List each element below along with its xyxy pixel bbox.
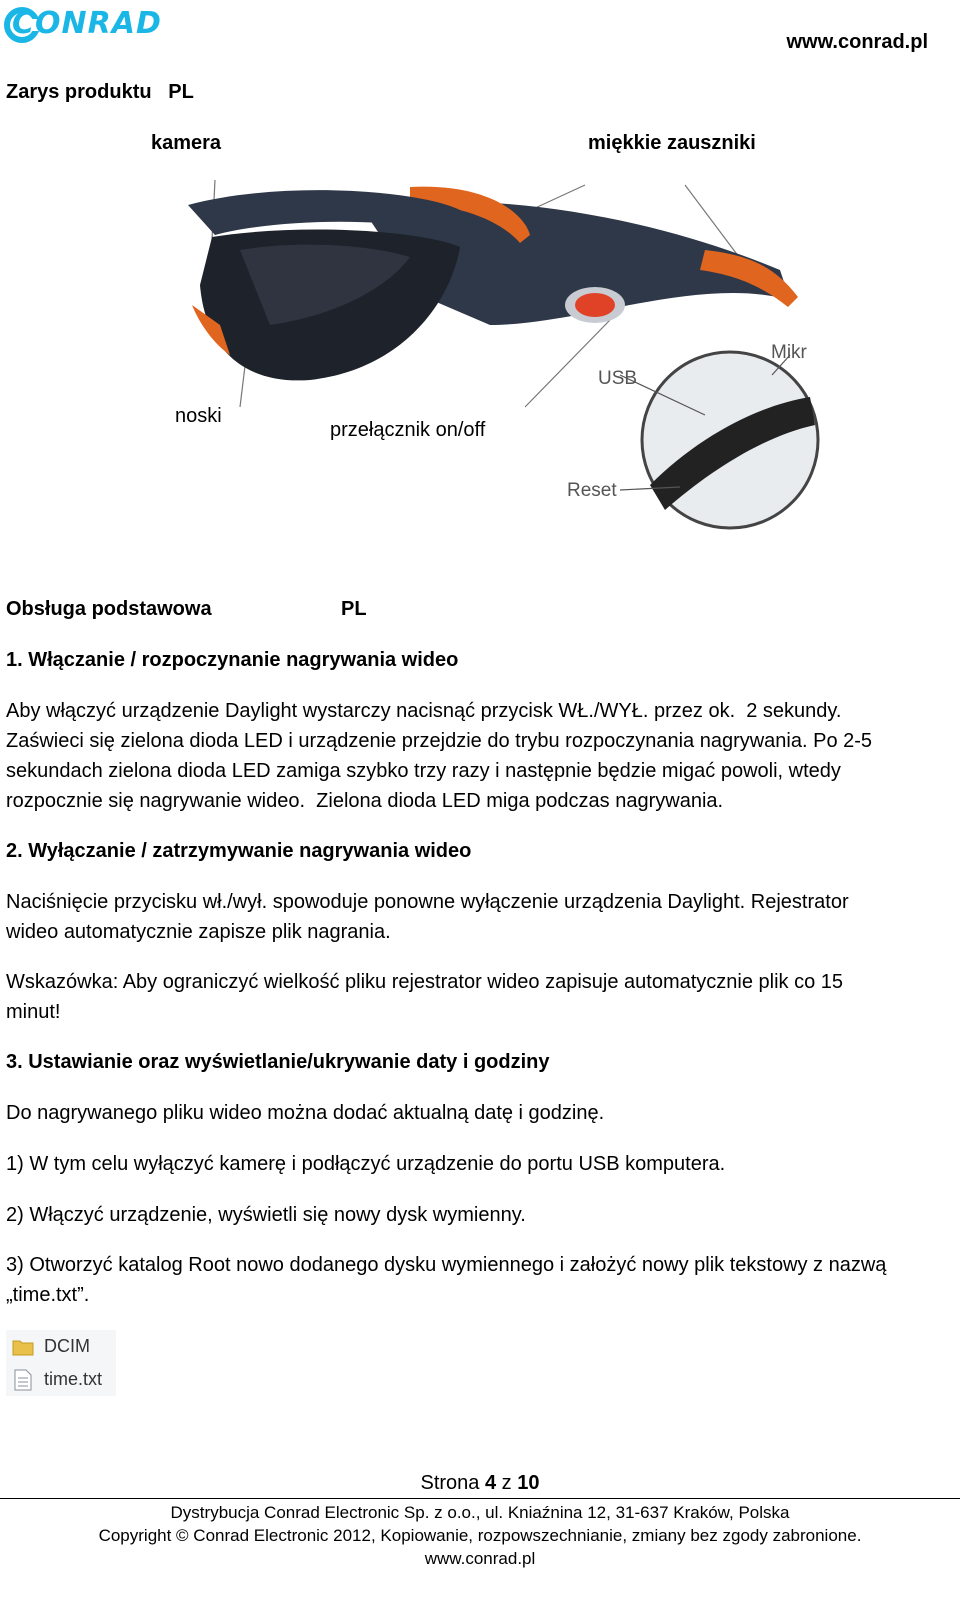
section-3-step-1: 1) W tym celu wyłączyć kamerę i podłączyć urządzenie do portu USB komputera. <box>6 1153 726 1175</box>
section-1-line: rozpocznie się nagrywanie wideo. Zielona dioda LED miga podczas nagrywania. <box>6 790 724 812</box>
page-prefix: Strona <box>420 1472 485 1494</box>
section-2-line: wideo automatycznie zapisze plik nagrania. <box>6 921 391 943</box>
label-mic: Mikr <box>771 342 807 363</box>
section-3-step-3 <box>6 1250 946 1310</box>
basic-title: Obsługa podstawowa <box>6 598 212 620</box>
page-current: 4 <box>484 1472 497 1494</box>
page-number <box>0 1472 960 1495</box>
onoff-button <box>575 293 615 317</box>
section-2-title: 2. Wyłączanie / zatrzymywanie nagrywania wideo <box>6 840 472 862</box>
page-total: 10 <box>517 1472 540 1494</box>
text-file-icon <box>14 1369 32 1391</box>
basic-lang: PL <box>341 598 367 620</box>
callout-switch <box>525 320 610 407</box>
section-1-line: Zaświeci się zielona dioda LED i urządzenie przejdzie do trybu rozpoczynania nagrywania. Po 2-5 <box>6 730 873 752</box>
conrad-logo-text: CONRAD <box>12 6 162 41</box>
section-1-title: 1. Włączanie / rozpoczynanie nagrywania wideo <box>6 649 459 671</box>
section-3-step-3-line: „time.txt”. <box>6 1284 90 1306</box>
tip-line: Wskazówka: Aby ograniczyć wielkość pliku rejestrator wideo zapisuje automatycznie plik co 15 <box>6 971 844 993</box>
footer-rule <box>0 1498 960 1499</box>
section-1-line: Aby włączyć urządzenie Daylight wystarczy nacisnąć przycisk WŁ./WYŁ. przez ok. 2 sekundy. <box>6 700 842 722</box>
folder-icon <box>12 1338 34 1356</box>
glasses-illustration <box>160 175 820 545</box>
footer-address: Dystrybucja Conrad Electronic Sp. z o.o., ul. Kniaźnina 12, 31-637 Kraków, Polska <box>170 1503 790 1522</box>
section-3-step-3-line: 3) Otworzyć katalog Root nowo dodanego dysku wymiennego i założyć nowy plik tekstowy z nazwą <box>6 1254 887 1276</box>
overview-title: Zarys produktu PL <box>6 81 194 103</box>
section-3-intro: Do nagrywanego pliku wideo można dodać aktualną datę i godzinę. <box>6 1102 605 1124</box>
header-url: www.conrad.pl <box>786 31 928 53</box>
label-reset: Reset <box>567 480 617 501</box>
page-mid: z <box>496 1472 518 1494</box>
label-nose: noski <box>175 405 222 427</box>
section-2-text <box>6 887 946 947</box>
tip-text <box>6 967 946 1027</box>
label-camera: kamera <box>151 132 222 154</box>
footer-copyright: Copyright © Conrad Electronic 2012, Kopiowanie, rozpowszechnianie, zmiany bez zgody zabronione. <box>98 1526 862 1545</box>
label-earpieces: miękkie zauszniki <box>588 132 756 154</box>
label-switch: przełącznik on/off <box>330 419 486 441</box>
section-2-line: Naciśnięcie przycisku wł./wył. spowoduje ponowne wyłączenie urządzenia Daylight. Rejestrator <box>6 891 849 913</box>
conrad-logo <box>4 4 162 46</box>
section-3-step-2: 2) Włączyć urządzenie, wyświetli się nowy dysk wymienny. <box>6 1204 526 1226</box>
label-usb: USB <box>598 368 638 389</box>
tip-line: minut! <box>6 1001 61 1023</box>
file-name: DCIM <box>44 1336 90 1356</box>
file-list <box>6 1330 116 1396</box>
footer-url: www.conrad.pl <box>424 1549 536 1568</box>
section-3-title: 3. Ustawianie oraz wyświetlanie/ukrywanie daty i godziny <box>6 1051 550 1073</box>
section-1-text <box>6 696 946 816</box>
file-name: time.txt <box>44 1369 103 1389</box>
section-1-line: sekundach zielona dioda LED zamiga szybko trzy razy i następnie będzie migać powoli, wtedy <box>6 760 841 782</box>
